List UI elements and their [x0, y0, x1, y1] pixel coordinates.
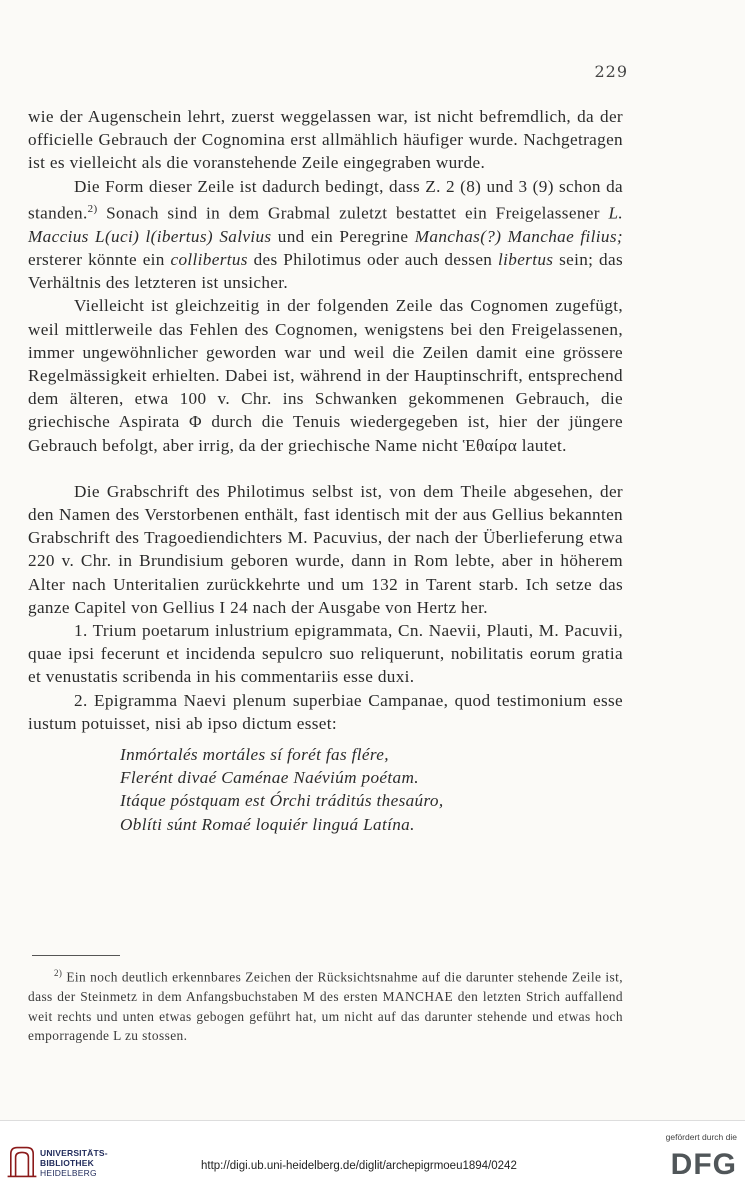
- paragraph-5: 1. Trium poetarum inlustrium epigrammata, Cn. Naevii, Plauti, M. Pacuvii, quae ipsi fecerunt et incidenda sepulcro suo reliquerunt, nobilitatis eorum gratia et venustatis scribenda in his commentariis esse duxi.: [28, 621, 623, 687]
- paragraph-1: wie der Augenschein lehrt, zuerst weggelassen war, ist nicht befremdlich, da der officielle Gebrauch der Cognomina erst allmählich häufiger wurde. Nachgetragen ist es vielleicht als die voranstehende Zeile eingegraben wurde.: [28, 107, 623, 173]
- paragraph-2-text-a: Die Form dieser Zeile ist dadurch bedingt, dass Z. 2 (8) und 3 (9) schon da standen.: [28, 176, 623, 223]
- footnote-reference[interactable]: 2): [87, 202, 98, 215]
- paragraph-2-text-f: sein; das Verhältnis des letzteren ist unsicher.: [28, 249, 623, 293]
- paragraph-6: 2. Epigramma Naevi plenum superbiae Campanae, quod testimonium esse iustum potuisset, nisi ab ipso dictum esset:: [28, 690, 623, 733]
- paragraph-2: [28, 175, 623, 295]
- dfg-funding-block: [645, 1132, 737, 1182]
- funding-caption: gefördert durch die: [665, 1132, 737, 1142]
- verse-line: Inmórtalés mortáles sí forét fas flére,: [120, 745, 389, 765]
- paragraph-2-text-e: des Philotimus oder auch dessen: [247, 249, 498, 269]
- digitization-footer: [0, 1120, 745, 1191]
- term-collibertus: collibertus: [170, 249, 248, 269]
- verse-line: Flerént divaé Caménae Naéviúm poétam.: [120, 768, 419, 788]
- footnote-text: Ein noch deutlich erkennbares Zeichen der Rücksichtsnahme auf die darunter stehende Zeile ist, dass der Steinmetz in dem Anfangsbuchstaben M des ersten MANCHAE den letzten Strich auffallend weit rechts und unten etwas gebogen geführt hat, um nicht auf das darunter stehende und etwas hoch emporragende L zu stossen.: [28, 969, 623, 1044]
- university-library-name: [40, 1148, 108, 1178]
- university-library-logo-icon[interactable]: [6, 1142, 38, 1182]
- paragraph-2-text-c: und ein Peregrine: [271, 226, 415, 246]
- footnote-divider: [32, 955, 120, 956]
- footnote-2: [28, 964, 623, 1046]
- verse-line: Itáque póstquam est Órchi tráditús thesaúro,: [120, 791, 444, 811]
- permalink-url[interactable]: http://digi.ub.uni-heidelberg.de/diglit/archepigrmoeu1894/0242: [201, 1160, 517, 1172]
- body-text: [28, 105, 623, 836]
- footnote-marker: 2): [54, 968, 63, 978]
- footnotes: [28, 964, 623, 1046]
- page-number: 229: [594, 62, 628, 81]
- paragraph-2-text-d: ersterer könnte ein: [28, 249, 171, 269]
- name-salvius: L. Maccius L(uci) l(ibertus) Salvius: [28, 203, 623, 246]
- dfg-logo[interactable]: DFG: [670, 1148, 737, 1181]
- epigram-verse: [120, 743, 623, 836]
- library-line-2: BIBLIOTHEK: [40, 1158, 94, 1168]
- verse-line: Oblíti súnt Romaé loquiér linguá Latína.: [120, 814, 415, 834]
- library-line-3: HEIDELBERG: [40, 1168, 97, 1178]
- library-line-1: UNIVERSITÄTS-: [40, 1148, 108, 1158]
- paragraph-2-text-b: Sonach sind in dem Grabmal zuletzt bestattet ein Freigelassener: [97, 203, 609, 223]
- name-manchas: Manchas(?) Manchae filius;: [414, 226, 623, 246]
- footer-divider: [0, 1120, 745, 1121]
- term-libertus: libertus: [498, 249, 554, 269]
- paragraph-4: Die Grabschrift des Philotimus selbst ist, von dem Theile abgesehen, der den Namen des Verstorbenen enthält, fast identisch mit der aus Gellius bekannten Grabschrift des Tragoediendichters M. Pacuvius, der nach der Überlieferung etwa 220 v. Chr. in Brundisium geboren wurde, dann in Rom lebte, aber in höherem Alter nach Unteritalien zurückkehrte und um 132 in Tarent starb. Ich setze das ganze Capitel von Gellius I 24 nach der Ausgabe von Hertz her.: [28, 481, 623, 617]
- paragraph-3: Vielleicht ist gleichzeitig in der folgenden Zeile das Cognomen zugefügt, weil mittlerweile das Fehlen des Cognomen, wenigstens bei den Freigelassenen, immer ungewöhnlicher geworden war und weil die Zeilen damit eine grössere Regelmässigkeit erhielten. Dabei ist, während in der Hauptinschrift, entsprechend dem älteren, etwa 100 v. Chr. ins Schwanken gekommenen Gebrauch, die griechische Aspirata Φ durch die Tenuis wiedergegeben ist, hier der jüngere Gebrauch befolgt, aber irrig, da der griechische Name nicht Ἑθαίρα lautet.: [28, 296, 623, 455]
